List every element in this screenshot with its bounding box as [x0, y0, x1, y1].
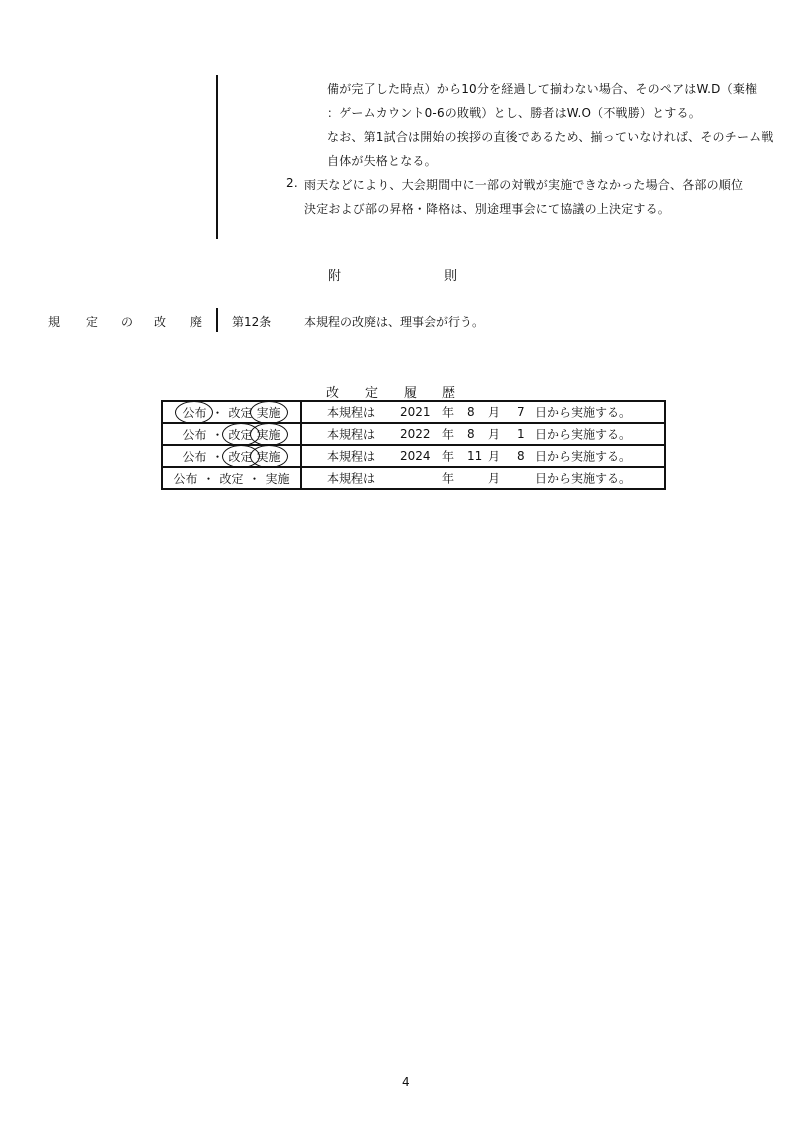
revision-day: 7 — [517, 405, 525, 419]
revision-title-char: 履 — [404, 386, 418, 401]
revision-type-token: 公布 — [173, 471, 198, 486]
revision-prefix: 本規程は — [327, 405, 376, 420]
revision-type-token: 公布 — [182, 449, 207, 464]
revision-type-token: 実施 — [265, 471, 290, 486]
revision-month-unit: 月 — [488, 427, 501, 442]
article-label-char: 定 — [86, 315, 99, 329]
revision-day: 1 — [517, 427, 525, 441]
revision-month-unit: 月 — [488, 405, 501, 420]
revision-text-cell — [301, 401, 665, 423]
revision-year: 2022 — [400, 427, 431, 441]
revision-suffix: 日から実施する。 — [535, 471, 632, 486]
article-label-char: 改 — [154, 315, 167, 329]
revision-text-cell — [301, 423, 665, 445]
revision-prefix: 本規程は — [327, 427, 376, 442]
revision-month: 8 — [467, 405, 475, 419]
revision-type-token: 公布 — [182, 427, 207, 442]
revision-month-unit: 月 — [488, 471, 501, 486]
body-line: 決定および部の昇格・降格は、別途理事会にて協議の上決定する。 — [304, 202, 671, 216]
revision-prefix: 本規程は — [327, 449, 376, 464]
article-text: 本規程の改廃は、理事会が行う。 — [304, 315, 485, 329]
revision-suffix: 日から実施する。 — [535, 405, 632, 420]
revision-year-unit: 年 — [442, 449, 455, 464]
revision-year: 2021 — [400, 405, 431, 419]
revision-type-token: ・ — [202, 471, 215, 486]
revision-row — [162, 445, 665, 467]
revision-month: 8 — [467, 427, 475, 441]
revision-year-unit: 年 — [442, 471, 455, 486]
revision-title-char: 改 — [326, 386, 340, 401]
revision-text-cell — [301, 467, 665, 489]
body-line: ：ゲームカウント0-6の敗戦）とし、勝者はW.O（不戦勝）とする。 — [327, 106, 701, 120]
body-line: 自体が失格となる。 — [327, 154, 437, 168]
article-label-char: の — [121, 315, 134, 329]
revision-row — [162, 401, 665, 423]
revision-type-circled: 改定 — [228, 427, 253, 442]
article-label-rule — [216, 308, 218, 332]
revision-type-circled: 改定 — [228, 449, 253, 464]
body-line: 備が完了した時点）から10分を経過して揃わない場合、そのペアはW.D（棄権 — [327, 82, 758, 96]
revision-type-token: ・ — [211, 427, 224, 442]
article-number: 第12条 — [232, 315, 272, 329]
revision-row — [162, 423, 665, 445]
article-label-char: 廃 — [190, 315, 203, 329]
revision-prefix: 本規程は — [327, 471, 376, 486]
body-line: 雨天などにより、大会期間中に一部の対戦が実施できなかった場合、各部の順位 — [304, 178, 744, 192]
revision-type-circled: 実施 — [256, 405, 281, 420]
revision-title-char: 定 — [365, 386, 379, 401]
revision-type-token: 改定 — [219, 471, 244, 486]
article-margin-rule — [216, 75, 218, 239]
revision-year-unit: 年 — [442, 405, 455, 420]
article-label-char: 規 — [48, 315, 61, 329]
revision-type-cell — [162, 445, 301, 467]
revision-type-cell — [162, 467, 301, 489]
revision-month: 11 — [467, 449, 483, 463]
supplementary-heading-char: 則 — [444, 269, 458, 284]
revision-suffix: 日から実施する。 — [535, 449, 632, 464]
revision-history-table — [161, 400, 666, 490]
revision-type-cell — [162, 401, 301, 423]
revision-type-token: ・ — [211, 449, 224, 464]
revision-type-circled: 公布 — [182, 405, 207, 420]
body-line: なお、第1試合は開始の挨拶の直後であるため、揃っていなければ、そのチーム戦 — [327, 130, 774, 144]
revision-type-token: ・ — [211, 405, 224, 420]
revision-type-cell — [162, 423, 301, 445]
revision-row — [162, 467, 665, 489]
revision-year-unit: 年 — [442, 427, 455, 442]
item-number: 2. — [286, 176, 298, 190]
revision-type-circled: 実施 — [256, 449, 281, 464]
revision-year: 2024 — [400, 449, 431, 463]
revision-type-circled: 実施 — [256, 427, 281, 442]
revision-text-cell — [301, 445, 665, 467]
revision-suffix: 日から実施する。 — [535, 427, 632, 442]
revision-type-token: ・ — [248, 471, 261, 486]
supplementary-heading-char: 附 — [328, 269, 342, 284]
revision-day: 8 — [517, 449, 525, 463]
page-number: 4 — [402, 1075, 410, 1089]
revision-month-unit: 月 — [488, 449, 501, 464]
revision-title-char: 歴 — [442, 386, 456, 401]
revision-type-token: 改定 — [228, 405, 253, 420]
